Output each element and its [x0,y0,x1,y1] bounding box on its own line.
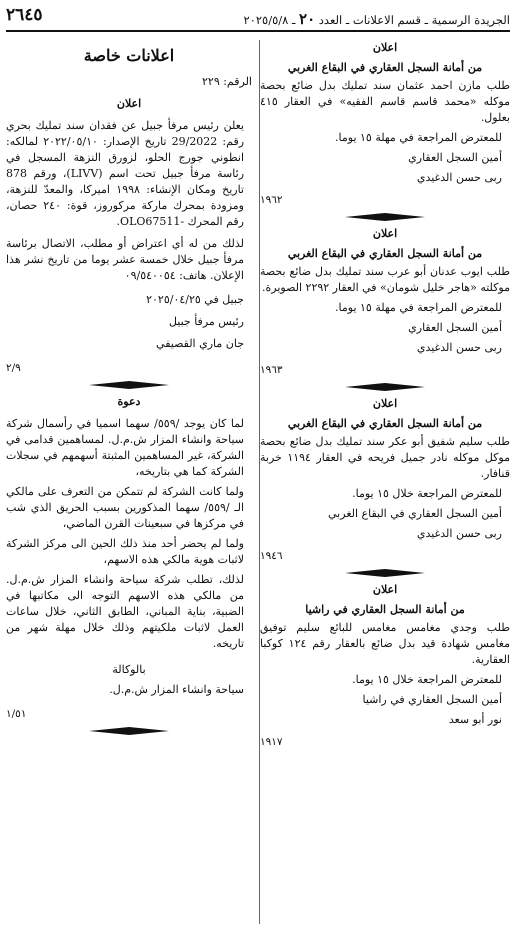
left-column [6,40,252,740]
separator-ornament [6,726,252,736]
notice-paragraph-2: لذلك من له أي اعتراض أو مطلب، الاتصال برئاسة مرفأ جبيل خلال خمسة عشر يوما من تاريخ نشر هذا الإعلان. هاتف: ٠٩/٥٤٠٠٥٤ [6,237,244,282]
page-header [6,4,510,32]
separator-ornament [260,212,510,222]
invite-paragraph-2: ولما كانت الشركة لم تتمكن من التعرف على مالكي الـ /٥٥٩/ سهما المذكورين بسبب الحريق الذي شب في مركزها في سبعينات القرن الماضي، [6,485,244,530]
notice-body: طلب وجدي مغامس مغامس للبائع سليم توفيق مغامس شهادة قيد بدل ضائع بالعقار رقم ١٢٤ كوكبا العقارية. [260,621,510,666]
notice-number: ١٩١٧ [260,736,283,748]
running-title: الجريدة الرسمية ـ قسم الاعلانات ـ العدد ٢٠ ـ ٢٠٢٥/٥/٨ [243,10,510,28]
invite-paragraph-4: لذلك، تطلب شركة سياحة وانشاء المزار ش.م.ل. من مالكي هذه الاسهم التوجه الى مكاتبها في الضبية، بناية المباني، الطابق الثاني، خلال ساعات العمل لاثبات ملكيتهم وذلك خلال مهلة شهر من تاريخه. [6,573,244,650]
notice-signatory-title: رئيس مرفأ جبيل [168,315,244,328]
signatory-name: ربى حسن الدغيدي [416,171,502,184]
notice-body: طلب ايوب عدنان أبو عرب سند تمليك بدل ضائع بحصة موكلته «هاجر خليل شومان» في العقار ٢٢٩٢ الصويرة. [260,265,510,294]
right-column [260,40,510,750]
notice-date: جبيل في ٢٠٢٥/٠٤/٢٥ [146,293,244,306]
notice-body: طلب مازن احمد عثمان سند تمليك بدل ضائع بحصة موكله «محمد قاسم قاسم الفقيه» في العقار ٤١٥ بعلول. [260,79,510,124]
notice-paragraph-1: يعلن رئيس مرفأ جبيل عن فقدان سند تمليك بحري رقم: 29/2022 تاريخ الإصدار: ٢٠٢٢/٠٥/١٠ لمالكه: انطوني جورج الحلو، لزورق النزهة المسجل في رئاسة مرفأ جبيل تحت اسم (LIVV)، ورقم 878 تاريخ ومكان الإنشاء: ١٩٩٨ اميركا، والمعدّ للنزهة، ومزودة بمحرك ماركة مركوروز، قوة: ٢٤٠ حصان، رقم المحرك -OLO67511. [6,119,245,228]
notice-heading: اعلان [372,397,398,410]
notice-signatory-name: جان ماري القصيفي [156,337,244,350]
reference-number: الرقم: ٢٢٩ [202,75,252,88]
signatory-title: أمين السجل العقاري [408,321,502,334]
separator-ornament [6,380,252,390]
authority-title: من أمانة السجل العقاري في البقاع الغربي [287,247,483,260]
authority-title: من أمانة السجل العقاري في راشيا [305,603,465,616]
invite-heading: دعوة [117,395,141,408]
invite-signatory-title: بالوكالة [112,663,146,676]
signatory-name: ربى حسن الدغيدي [416,527,502,540]
section-title: اعلانات خاصة [83,46,175,65]
objection-note: للمعترض المراجعة خلال ١٥ يوما. [352,673,502,686]
objection-note: للمعترض المراجعة خلال ١٥ يوما. [352,487,502,500]
notice-number: ١٩٦٢ [260,194,283,206]
issue-number: ٢٠ [299,10,316,28]
notice-body: طلب سليم شفيق أبو عكر سند تمليك بدل ضائع بحصة موكل موكله نادر جميل فريحه في العقار ١١٩٤ خربة قنافار. [260,435,510,480]
authority-title: من أمانة السجل العقاري في البقاع الغربي [287,417,483,430]
notice-heading: اعلان [372,227,398,240]
signatory-title: أمين السجل العقاري [408,151,502,164]
objection-note: للمعترض المراجعة في مهلة ١٥ يوما. [335,301,502,314]
issue-date: ـ ٢٠٢٥/٥/٨ [243,13,300,27]
signatory-title: أمين السجل العقاري في البقاع الغربي [328,507,502,520]
notice-block [260,226,510,392]
notice-block [260,396,510,578]
page-number: ٢٦٤٥ [6,5,43,25]
notice-heading: اعلان [372,583,398,596]
signatory-name: نور أبو سعد [448,713,502,726]
notice-heading: اعلان [116,97,142,110]
authority-title: من أمانة السجل العقاري في البقاع الغربي [287,61,483,74]
separator-ornament [260,568,510,578]
notice-number: ٢/٩ [6,362,21,374]
objection-note: للمعترض المراجعة في مهلة ١٥ يوما. [335,131,502,144]
notice-number: ١٩٦٣ [260,364,283,376]
signatory-name: ربى حسن الدغيدي [416,341,502,354]
invite-paragraph-3: ولما لم يحضر أحد منذ ذلك الحين الى مركز الشركة لاثبات هوية مالكي هذه الاسهم، [6,537,244,566]
notice-block [260,582,510,750]
invite-paragraph-1: لما كان يوجد /٥٥٩/ سهما اسميا في رأسمال شركة سياحة وانشاء المزار ش.م.ل. لمساهمين قدامى في الشركة، غير المساهمين المثبتة أسهمهم في سجلات الشركة كما هي بتاريخه، [6,417,244,478]
signatory-title: أمين السجل العقاري في راشيا [362,693,502,706]
invite-number: ١/٥١ [6,708,27,720]
notice-number: ١٩٤٦ [260,550,283,562]
notice-block [260,40,510,222]
notice-heading: اعلان [372,41,398,54]
separator-ornament [260,382,510,392]
invite-signatory-name: سياحة وانشاء المزار ش.م.ل. [109,683,244,696]
